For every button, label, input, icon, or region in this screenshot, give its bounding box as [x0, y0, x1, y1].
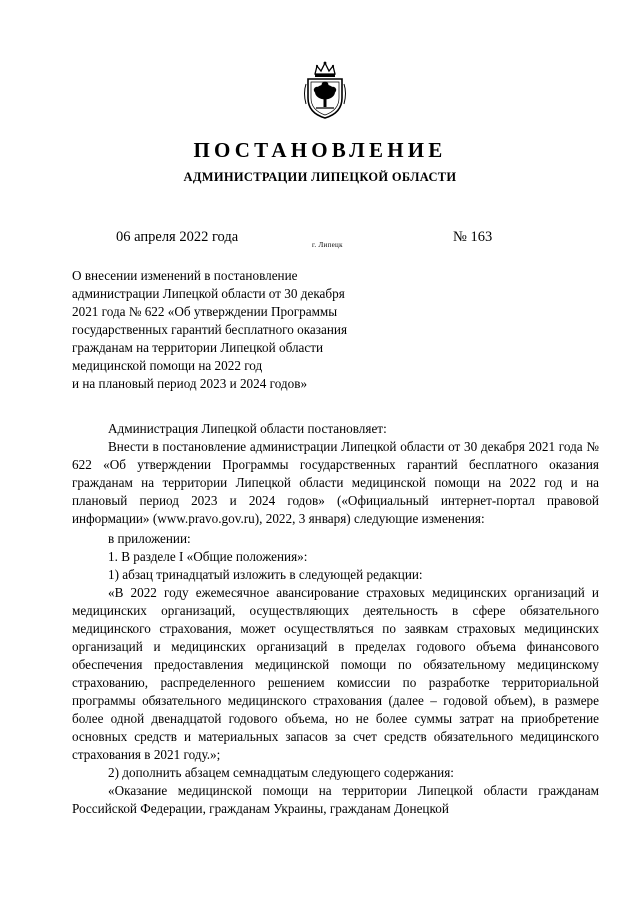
body-paragraph: 2) дополнить абзацем семнадцатым следующего содержания: [108, 765, 454, 780]
heading-line: и на плановый период 2023 и 2024 годов» [72, 376, 308, 391]
heading-line: О внесении изменений в постановление [72, 268, 298, 283]
body-paragraph: 1) абзац тринадцатый изложить в следующей редакции: [108, 567, 423, 582]
body-paragraph: в приложении: [108, 531, 191, 546]
heading-line: государственных гарантий бесплатного оказания [72, 322, 348, 337]
body-paragraph: 1. В разделе I «Общие положения»: [108, 549, 308, 564]
document-city: г. Липецк [312, 241, 343, 249]
heading-line: медицинской помощи на 2022 год [72, 358, 263, 373]
coat-of-arms-emblem-icon [302, 60, 348, 120]
issuing-authority: АДМИНИСТРАЦИИ ЛИПЕЦКОЙ ОБЛАСТИ [183, 170, 457, 184]
document-title: ПОСТАНОВЛЕНИЕ [193, 138, 447, 162]
body-paragraph: Внести в постановление администрации Липецкой области от 30 декабря 2021 года № 622 «Об утверждении Программы государственных гарантий бесплатного оказания гражданам на территории Липецкой области медицинской помощи на 2022 год и на плановый период 2023 и 2024 годов» («Официальный интернет-портал правовой информации» (www.pravo.gov.ru), 2022, 3 января) следующие изменения: [72, 439, 599, 526]
document-heading [72, 267, 402, 393]
body-paragraph: «Оказание медицинской помощи на территории Липецкой области гражданам Российской Федерации, гражданам Украины, гражданам Донецкой [72, 783, 599, 816]
body-paragraph: «В 2022 году ежемесячное авансирование страховых медицинских организаций и медицинских организаций, осуществляющих деятельность в сфере обязательного медицинского страхования, может осуществляться по заявкам страховых медицинских организаций и медицинских организаций в пределах годового объема финансового обеспечения предоставления медицинской помощи по обязательному медицинскому страхованию, распределенного решением комиссии по разработке территориальной программы обязательного медицинского страхования (далее – годовой объем), в размере более одной двенадцатой годового объема, но не более суммы затрат на приобретение основных средств и материальных запасов за счет средств обязательного медицинского страхования в 2021 году.»; [72, 585, 599, 762]
heading-line: 2021 года № 622 «Об утверждении Программы [72, 304, 338, 319]
document-date: 06 апреля 2022 года [116, 229, 239, 245]
body-paragraph: Администрация Липецкой области постановляет: [108, 421, 387, 436]
heading-line: гражданам на территории Липецкой области [72, 340, 324, 355]
heading-line: администрации Липецкой области от 30 декабря [72, 286, 345, 301]
document-body [72, 420, 599, 818]
document-number: № 163 [453, 229, 493, 245]
